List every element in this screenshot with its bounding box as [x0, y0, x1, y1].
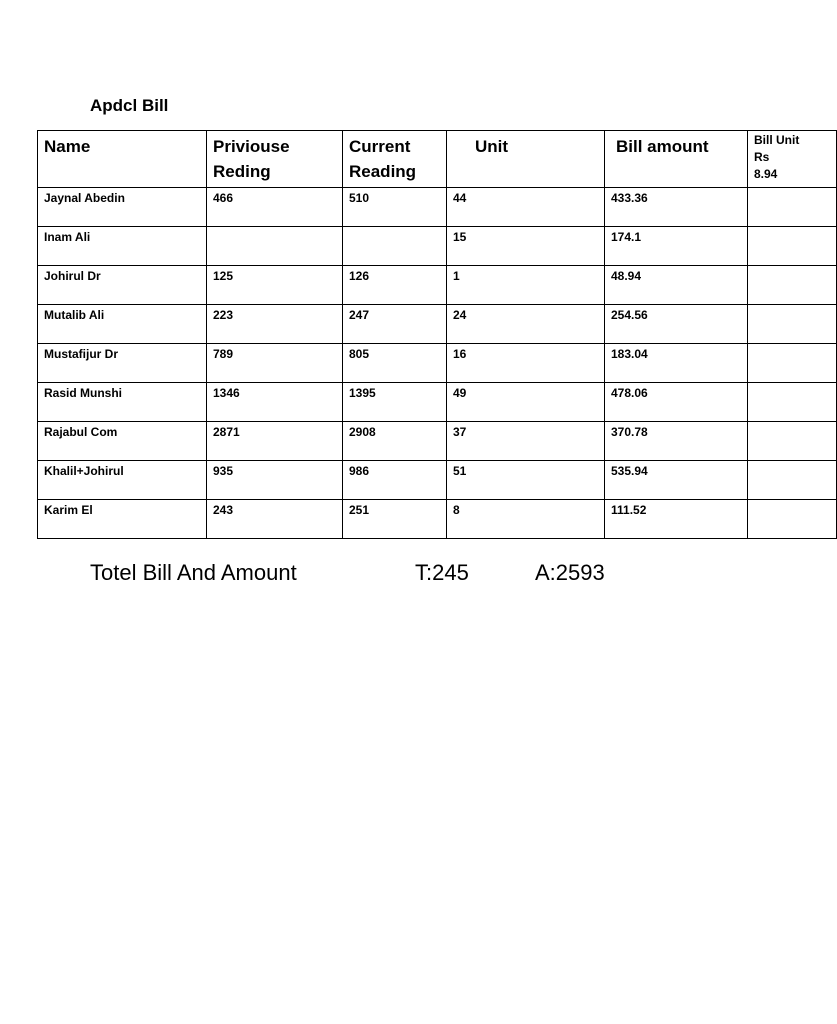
cell-bill-unit-rate: [748, 422, 837, 461]
table-row: [38, 305, 837, 344]
cell-name: Johirul Dr: [38, 266, 207, 305]
cell-unit: 51: [447, 461, 605, 500]
table-row: [38, 383, 837, 422]
cell-unit: 44: [447, 188, 605, 227]
cell-bill-unit-rate: [748, 383, 837, 422]
table-row: [38, 227, 837, 266]
header-rate-line3: 8.94: [754, 167, 778, 181]
cell-name: Rasid Munshi: [38, 383, 207, 422]
cell-current-reading: [343, 227, 447, 266]
cell-bill-amount: 370.78: [605, 422, 748, 461]
table-header-row: [38, 131, 837, 188]
document-title: Apdcl Bill: [90, 96, 169, 115]
cell-previous-reading: 223: [207, 305, 343, 344]
cell-current-reading: 126: [343, 266, 447, 305]
cell-unit: 16: [447, 344, 605, 383]
cell-bill-unit-rate: [748, 227, 837, 266]
table-row: [38, 266, 837, 305]
cell-bill-amount: 48.94: [605, 266, 748, 305]
cell-unit: 8: [447, 500, 605, 539]
cell-bill-unit-rate: [748, 344, 837, 383]
cell-bill-unit-rate: [748, 266, 837, 305]
cell-unit: 24: [447, 305, 605, 344]
cell-current-reading: 805: [343, 344, 447, 383]
header-current-reading: [343, 131, 447, 188]
cell-name: Inam Ali: [38, 227, 207, 266]
cell-current-reading: 2908: [343, 422, 447, 461]
cell-current-reading: 247: [343, 305, 447, 344]
cell-current-reading: 251: [343, 500, 447, 539]
cell-bill-amount: 254.56: [605, 305, 748, 344]
cell-previous-reading: 1346: [207, 383, 343, 422]
header-current-line2: Reading: [349, 162, 417, 181]
table-row: [38, 422, 837, 461]
cell-previous-reading: 2871: [207, 422, 343, 461]
cell-bill-amount: 183.04: [605, 344, 748, 383]
cell-unit: 15: [447, 227, 605, 266]
cell-name: Khalil+Johirul: [38, 461, 207, 500]
cell-current-reading: 510: [343, 188, 447, 227]
cell-previous-reading: 789: [207, 344, 343, 383]
bill-table: [37, 130, 837, 539]
cell-previous-reading: 243: [207, 500, 343, 539]
summary-label: Totel Bill And Amount: [90, 560, 297, 585]
summary-total-units: T:245: [415, 560, 469, 585]
cell-name: Rajabul Com: [38, 422, 207, 461]
cell-previous-reading: 466: [207, 188, 343, 227]
cell-bill-unit-rate: [748, 305, 837, 344]
table-row: [38, 461, 837, 500]
cell-bill-unit-rate: [748, 500, 837, 539]
cell-bill-unit-rate: [748, 461, 837, 500]
header-previous-line1: Priviouse: [213, 137, 290, 156]
cell-name: Karim El: [38, 500, 207, 539]
header-previous-line2: Reding: [213, 162, 271, 181]
cell-unit: 49: [447, 383, 605, 422]
cell-name: Jaynal Abedin: [38, 188, 207, 227]
table-row: [38, 188, 837, 227]
cell-bill-unit-rate: [748, 188, 837, 227]
cell-previous-reading: [207, 227, 343, 266]
cell-bill-amount: 433.36: [605, 188, 748, 227]
cell-unit: 37: [447, 422, 605, 461]
cell-name: Mustafijur Dr: [38, 344, 207, 383]
header-unit: Unit: [447, 131, 605, 188]
cell-current-reading: 986: [343, 461, 447, 500]
header-previous-reading: [207, 131, 343, 188]
header-bill-amount: Bill amount: [605, 131, 748, 188]
header-name: Name: [38, 131, 207, 188]
table-row: [38, 500, 837, 539]
summary-total-amount: A:2593: [535, 560, 605, 585]
cell-bill-amount: 174.1: [605, 227, 748, 266]
cell-bill-amount: 111.52: [605, 500, 748, 539]
cell-current-reading: 1395: [343, 383, 447, 422]
total-summary: [0, 560, 768, 590]
header-bill-unit-rate: [748, 131, 837, 188]
cell-bill-amount: 535.94: [605, 461, 748, 500]
header-rate-line2: Rs: [754, 150, 770, 164]
header-rate-line1: Bill Unit: [754, 133, 800, 147]
header-current-line1: Current: [349, 137, 411, 156]
table-row: [38, 344, 837, 383]
cell-name: Mutalib Ali: [38, 305, 207, 344]
cell-unit: 1: [447, 266, 605, 305]
cell-previous-reading: 935: [207, 461, 343, 500]
cell-previous-reading: 125: [207, 266, 343, 305]
cell-bill-amount: 478.06: [605, 383, 748, 422]
